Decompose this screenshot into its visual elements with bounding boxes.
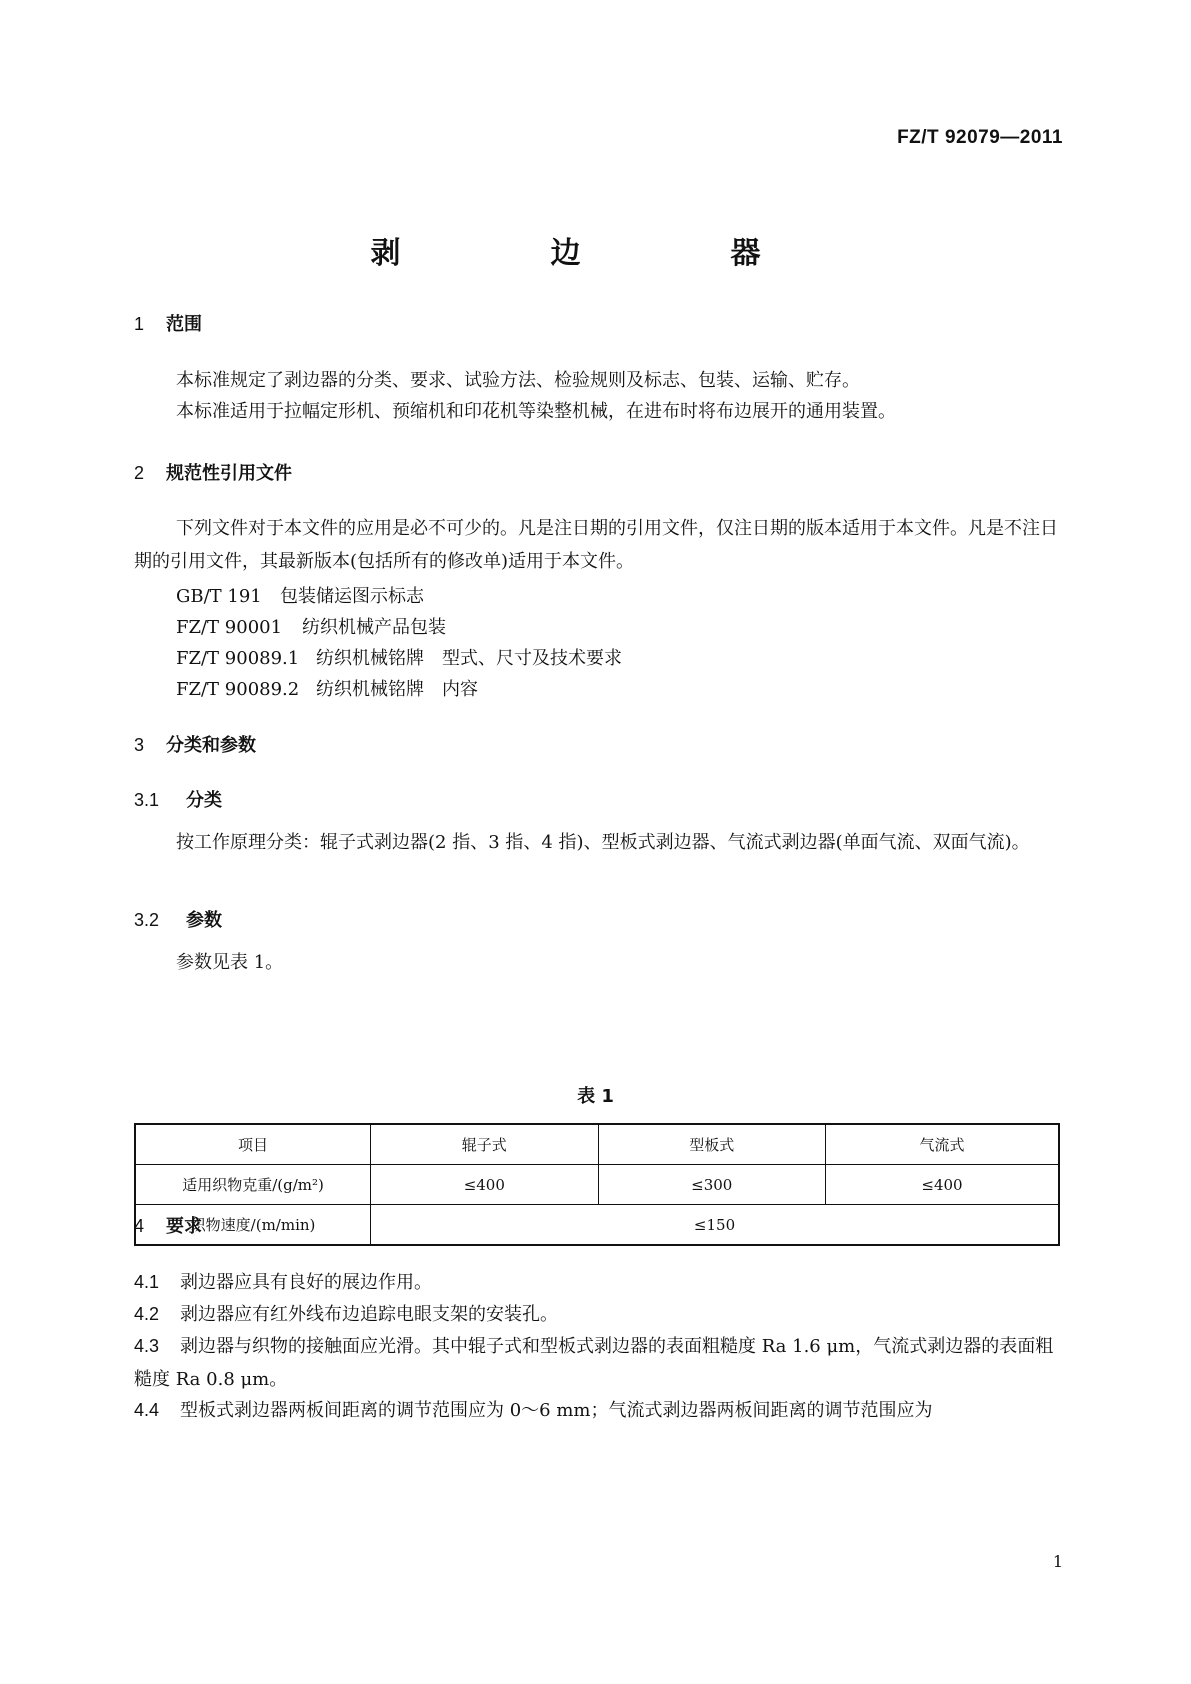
requirement-item (134, 1298, 1060, 1331)
table-row (135, 1205, 1059, 1246)
requirement-number: 4.3 (134, 1336, 160, 1356)
document-title: 剥 边 器 (370, 236, 821, 271)
section-1-heading (134, 310, 202, 336)
table-caption: 表 1 (577, 1086, 614, 1107)
scope-paragraph-1: 本标准规定了剥边器的分类、要求、试验方法、检验规则及标志、包装、运输、贮存。 (176, 370, 860, 391)
requirement-number: 4.2 (134, 1304, 160, 1324)
section-number: 2 (134, 463, 145, 483)
section-3-heading (134, 731, 256, 757)
parameters-paragraph: 参数见表 1。 (176, 952, 284, 973)
table-row (135, 1165, 1059, 1205)
reference-code: FZ/T 90089.1 (176, 648, 300, 669)
reference-item (176, 675, 478, 701)
section-title: 规范性引用文件 (166, 463, 292, 484)
references-intro-paragraph: 下列文件对于本文件的应用是必不可少的。凡是注日期的引用文件，仅注日期的版本适用于本文件。凡是不注日期的引用文件，其最新版本(包括所有的修改单)适用于本文件。 (134, 518, 1058, 572)
table-header-cell: 项目 (135, 1124, 371, 1165)
classification-paragraph: 按工作原理分类：辊子式剥边器(2 指、3 指、4 指)、型板式剥边器、气流式剥边器(单面气流、双面气流)。 (176, 832, 1030, 853)
table-cell: ≤400 (371, 1165, 598, 1205)
section-title: 分类和参数 (166, 735, 256, 756)
reference-title: 包装储运图示标志 (280, 586, 424, 607)
table-cell: ≤400 (826, 1165, 1060, 1205)
reference-code: FZ/T 90089.2 (176, 679, 300, 700)
section-number: 4 (134, 1216, 145, 1236)
requirement-text: 型板式剥边器两板间距离的调节范围应为 0～6 mm；气流式剥边器两板间距离的调节范围应为 (180, 1400, 933, 1421)
section-title: 参数 (186, 910, 222, 931)
section-number: 3.2 (134, 910, 160, 930)
reference-item (176, 582, 424, 608)
section-title: 范围 (166, 314, 202, 335)
scope-paragraph-2: 本标准适用于拉幅定形机、预缩机和印花机等染整机械，在进布时将布边展开的通用装置。 (176, 401, 896, 422)
table-cell-merged: ≤150 (371, 1205, 1059, 1246)
requirement-item (134, 1266, 1060, 1299)
requirement-text: 剥边器应有红外线布边追踪电眼支架的安装孔。 (180, 1304, 558, 1325)
section-number: 3.1 (134, 790, 160, 810)
standard-number: FZ/T 92079—2011 (897, 127, 1063, 148)
section-number: 1 (134, 314, 145, 334)
section-4-heading (134, 1212, 202, 1238)
table-header-cell: 型板式 (598, 1124, 825, 1165)
parameters-table (134, 1123, 1060, 1246)
table-row-label: 织物速度/(m/min) (135, 1205, 371, 1246)
reference-code: GB/T 191 (176, 586, 262, 607)
reference-title: 纺织机械铭牌 内容 (316, 679, 478, 700)
requirement-text: 剥边器应具有良好的展边作用。 (180, 1272, 432, 1293)
requirement-number: 4.4 (134, 1400, 160, 1420)
table-header-cell: 气流式 (826, 1124, 1060, 1165)
section-title: 分类 (186, 790, 222, 811)
reference-item (176, 644, 622, 670)
section-number: 3 (134, 735, 145, 755)
section-3-2-heading (134, 906, 222, 932)
reference-title: 纺织机械铭牌 型式、尺寸及技术要求 (316, 648, 622, 669)
table-cell: ≤300 (598, 1165, 825, 1205)
section-title: 要求 (166, 1216, 202, 1237)
reference-code: FZ/T 90001 (176, 617, 283, 638)
requirement-item (134, 1330, 1060, 1396)
requirement-text: 剥边器与织物的接触面应光滑。其中辊子式和型板式剥边器的表面粗糙度 Ra 1.6 μm，气流式剥边器的表面粗糙度 Ra 0.8 μm。 (134, 1336, 1054, 1390)
table-header-row (135, 1124, 1059, 1165)
section-3-1-heading (134, 786, 222, 812)
requirement-number: 4.1 (134, 1272, 160, 1292)
reference-title: 纺织机械产品包装 (302, 617, 446, 638)
table-row-label: 适用织物克重/(g/m²) (135, 1165, 371, 1205)
table-header-cell: 辊子式 (371, 1124, 598, 1165)
section-2-heading (134, 459, 292, 485)
reference-item (176, 613, 446, 639)
page-number: 1 (1052, 1552, 1063, 1571)
requirement-item (134, 1394, 1060, 1427)
